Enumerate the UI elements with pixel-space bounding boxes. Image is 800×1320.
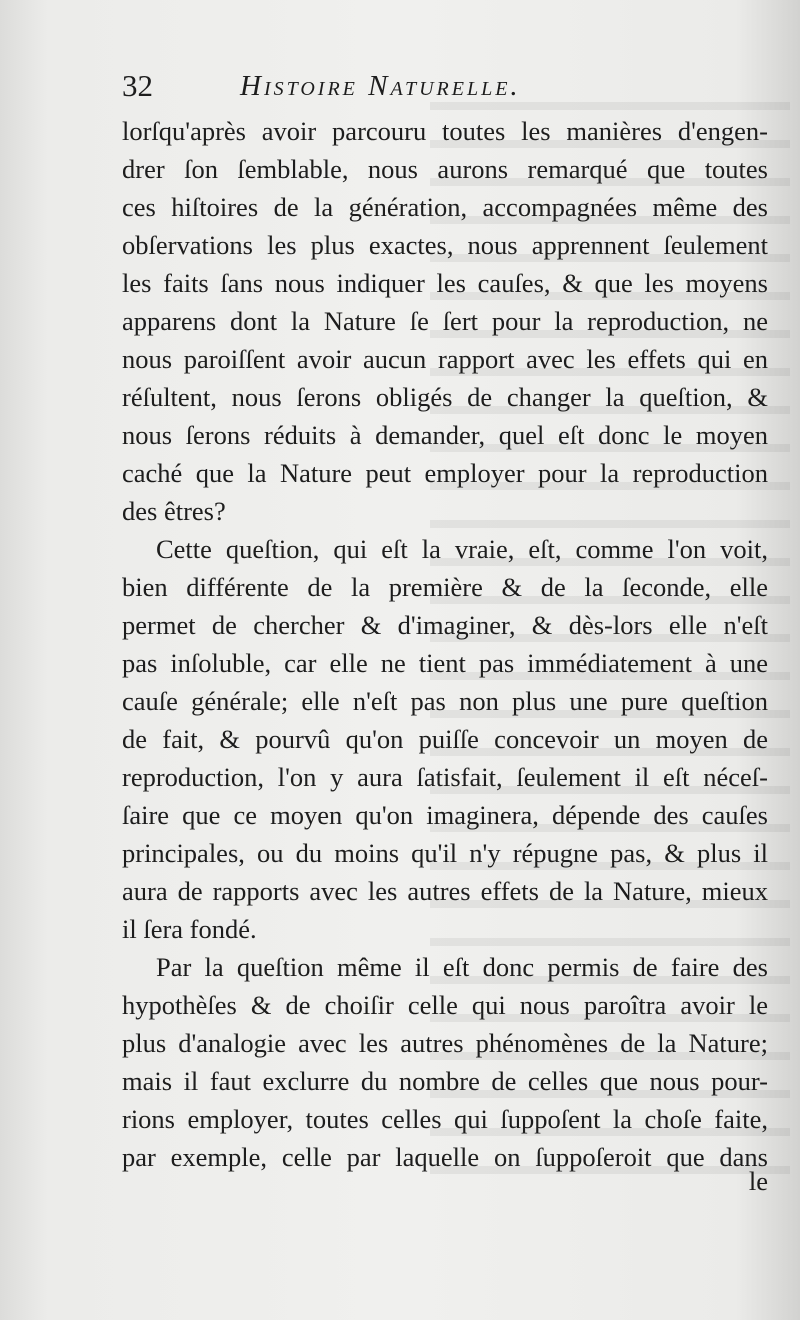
text-line: Par la queſtion même il eſt donc permis de faire des (156, 952, 768, 982)
text-line: les faits ſans nous indiquer les cauſes, & que les moyens (122, 268, 768, 298)
text-line: rions employer, toutes celles qui ſuppoſent la choſe faite, (122, 1104, 768, 1134)
text-line: par exemple, celle par laquelle on ſuppoſeroit que dans (122, 1142, 768, 1172)
text-line: lorſqu'après avoir parcouru toutes les manières d'engen- (122, 116, 768, 146)
text-line: des êtres? (122, 496, 226, 526)
text-line: réſultent, nous ſerons obligés de changer la queſtion, & (122, 382, 768, 412)
text-line: ſaire que ce moyen qu'on imaginera, dépende des cauſes (122, 800, 768, 830)
catchword: le (748, 1166, 768, 1196)
text-line: pas inſoluble, car elle ne tient pas immédiatement à une (122, 648, 768, 678)
body-text (122, 112, 768, 1176)
text-line: de fait, & pourvû qu'on puiſſe concevoir un moyen de (122, 724, 768, 754)
page-number: 32 (122, 68, 153, 103)
text-line: nous ſerons réduits à demander, quel eſt donc le moyen (122, 420, 768, 450)
text-line: plus d'analogie avec les autres phénomènes de la Nature; (122, 1028, 768, 1058)
text-line: nous paroiſſent avoir aucun rapport avec les effets qui en (122, 344, 768, 374)
text-line: il ſera fondé. (122, 914, 257, 944)
running-title: Histoire Naturelle. (240, 70, 521, 102)
text-line: permet de chercher & d'imaginer, & dès-lors elle n'eſt (122, 610, 768, 640)
text-line: caché que la Nature peut employer pour la reproduction (122, 458, 768, 488)
text-line: obſervations les plus exactes, nous apprennent ſeulement (122, 230, 768, 260)
text-line: Cette queſtion, qui eſt la vraie, eſt, comme l'on voit, (156, 534, 768, 564)
text-line: mais il faut exclurre du nombre de celles que nous pour- (122, 1066, 768, 1096)
text-line: cauſe générale; elle n'eſt pas non plus une pure queſtion (122, 686, 768, 716)
text-line: ces hiſtoires de la génération, accompagnées même des (122, 192, 768, 222)
text-line: aura de rapports avec les autres effets de la Nature, mieux (122, 876, 768, 906)
text-line: apparens dont la Nature ſe ſert pour la reproduction, ne (122, 306, 768, 336)
text-line: bien différente de la première & de la ſeconde, elle (122, 572, 768, 602)
text-line: hypothèſes & de choiſir celle qui nous paroîtra avoir le (122, 990, 768, 1020)
page-header (122, 64, 782, 108)
text-line: reproduction, l'on y aura ſatisfait, ſeulement il eſt néceſ- (122, 762, 768, 792)
text-line: drer ſon ſemblable, nous aurons remarqué que toutes (122, 154, 768, 184)
text-line: principales, ou du moins qu'il n'y répugne pas, & plus il (122, 838, 768, 868)
